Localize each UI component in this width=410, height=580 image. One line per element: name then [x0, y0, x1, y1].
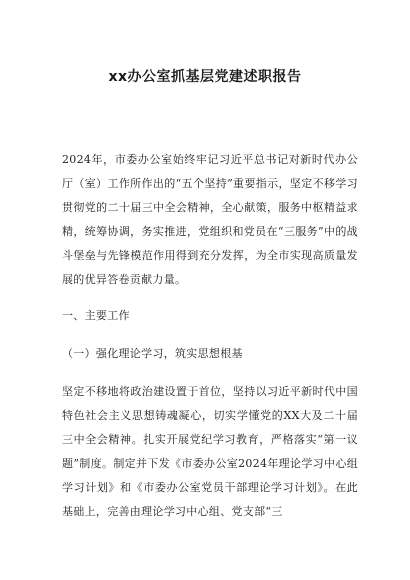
intro-paragraph: 2024年，市委办公室始终牢记习近平总书记对新时代办公厅（室）工作所作出的“五个坚持”重要指示，坚定不移学习贯彻党的二十届三中全会精神，全心献策，服务中枢精益求精，统筹协调，务实推进，党组织和党员在“三服务”中的战斗堡垒与先锋模范作用得到充分发挥，为全市实现高质量发展的优异答卷贡献力量。: [62, 153, 358, 286]
body-paragraph: 坚定不移地将政治建设置于首位，坚持以习近平新时代中国特色社会主义思想铸魂凝心，切实学懂党的XX大及二十届三中全会精神。扎实开展党纪学习教育，严格落实“第一议题”制度。制定并下发《市委办公室2024年理论学习中心组学习计划》和《市委办公室党员干部理论学习计划》。在此基础上，完善由理论学习中心组、党支部“三: [62, 385, 358, 518]
document-title: xx办公室抓基层党建述职报告: [108, 69, 302, 85]
section-heading: 一、主要工作: [62, 309, 130, 322]
subsection-heading: （一）强化理论学习，筑实思想根基: [62, 347, 243, 360]
